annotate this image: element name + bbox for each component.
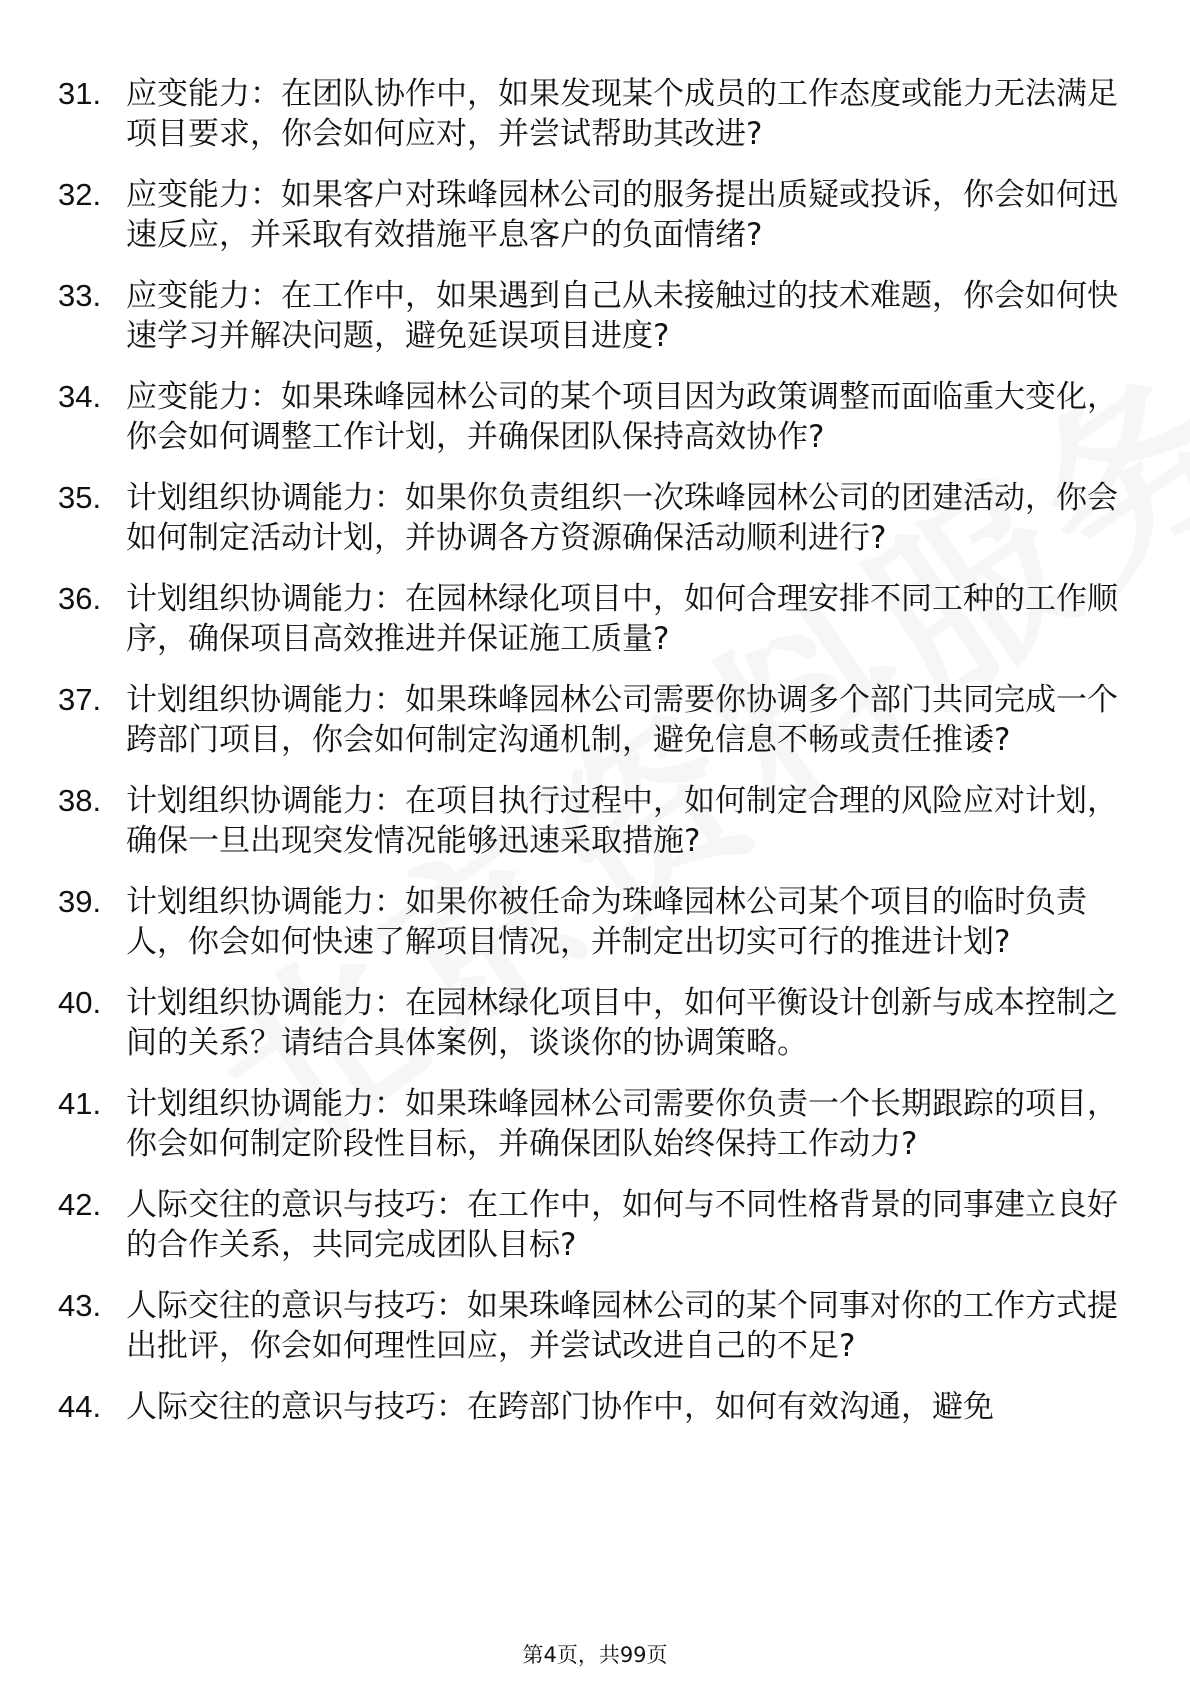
question-text: 人际交往的意识与技巧：如果珠峰园林公司的某个同事对你的工作方式提出批评，你会如何理性回应，并尝试改进自己的不足? (126, 1288, 1118, 1364)
question-list (58, 74, 1138, 1448)
question-text: 计划组织协调能力：如果珠峰园林公司需要你负责一个长期跟踪的项目，你会如何制定阶段性目标，并确保团队始终保持工作动力? (126, 1086, 1118, 1162)
question-text: 计划组织协调能力：如果你负责组织一次珠峰园林公司的团建活动，你会如何制定活动计划，并协调各方资源确保活动顺利进行? (126, 480, 1118, 556)
question-item (58, 377, 1138, 457)
question-text: 应变能力：如果客户对珠峰园林公司的服务提出质疑或投诉，你会如何迅速反应，并采取有效措施平息客户的负面情绪? (126, 177, 1118, 253)
question-number: 35. (58, 480, 102, 515)
question-item (58, 175, 1138, 255)
question-text: 计划组织协调能力：在项目执行过程中，如何制定合理的风险应对计划，确保一旦出现突发情况能够迅速采取措施? (126, 783, 1118, 859)
question-number: 41. (58, 1086, 102, 1121)
question-item (58, 882, 1138, 962)
question-text: 计划组织协调能力：在园林绿化项目中，如何合理安排不同工种的工作顺序，确保项目高效推进并保证施工质量? (126, 581, 1118, 657)
question-number: 40. (58, 985, 102, 1020)
question-item (58, 478, 1138, 558)
question-number: 31. (58, 76, 102, 111)
question-text: 人际交往的意识与技巧：在工作中，如何与不同性格背景的同事建立良好的合作关系，共同完成团队目标? (126, 1187, 1118, 1263)
question-number: 42. (58, 1187, 102, 1222)
question-number: 44. (58, 1389, 102, 1424)
question-item (58, 1084, 1138, 1164)
question-item (58, 74, 1138, 154)
question-item (58, 1286, 1138, 1366)
question-text: 计划组织协调能力：在园林绿化项目中，如何平衡设计创新与成本控制之间的关系？请结合具体案例，谈谈你的协调策略。 (126, 985, 1118, 1061)
question-number: 34. (58, 379, 102, 414)
question-item (58, 1387, 1138, 1427)
question-number: 33. (58, 278, 102, 313)
question-text: 应变能力：如果珠峰园林公司的某个项目因为政策调整而面临重大变化，你会如何调整工作计划，并确保团队保持高效协作? (126, 379, 1118, 455)
question-item (58, 983, 1138, 1063)
question-item (58, 579, 1138, 659)
question-text: 人际交往的意识与技巧：在跨部门协作中，如何有效沟通，避免 (126, 1389, 994, 1425)
question-number: 32. (58, 177, 102, 212)
page-footer: 第4页，共99页 (522, 1643, 668, 1667)
question-number: 36. (58, 581, 102, 616)
question-item (58, 276, 1138, 356)
question-text: 计划组织协调能力：如果你被任命为珠峰园林公司某个项目的临时负责人，你会如何快速了解项目情况，并制定出切实可行的推进计划? (126, 884, 1087, 960)
question-number: 43. (58, 1288, 102, 1323)
question-item (58, 1185, 1138, 1265)
question-number: 37. (58, 682, 102, 717)
question-text: 应变能力：在团队协作中，如果发现某个成员的工作态度或能力无法满足项目要求，你会如何应对，并尝试帮助其改进? (126, 76, 1118, 152)
question-text: 应变能力：在工作中，如果遇到自己从未接触过的技术难题，你会如何快速学习并解决问题，避免延误项目进度? (126, 278, 1118, 354)
question-item (58, 781, 1138, 861)
question-number: 38. (58, 783, 102, 818)
question-item (58, 680, 1138, 760)
question-text: 计划组织协调能力：如果珠峰园林公司需要你协调多个部门共同完成一个跨部门项目，你会如何制定沟通机制，避免信息不畅或责任推诿? (126, 682, 1118, 758)
question-number: 39. (58, 884, 102, 919)
